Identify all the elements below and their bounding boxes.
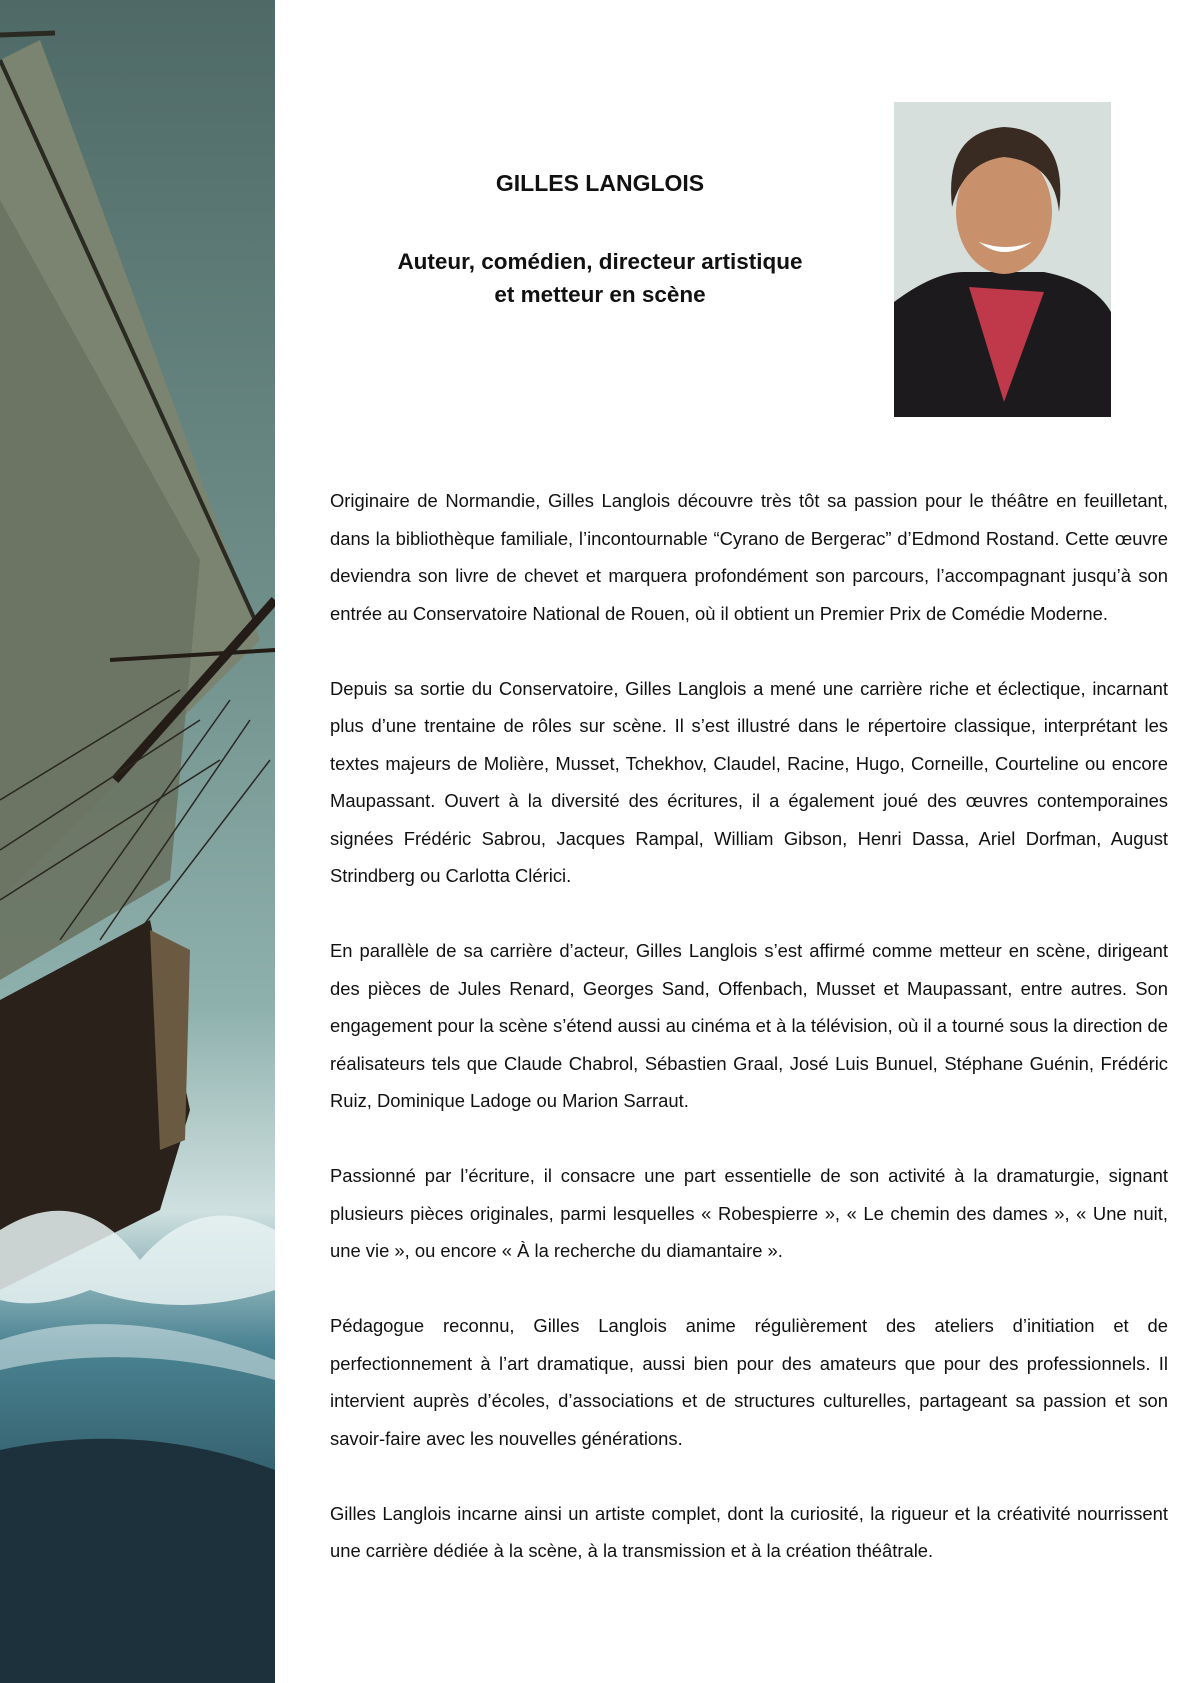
biography-text: [330, 482, 1168, 1607]
bio-paragraph: En parallèle de sa carrière d’acteur, Gilles Langlois s’est affirmé comme metteur en scène, dirigeant des pièces de Jules Renard, Georges Sand, Offenbach, Musset et Maupassant, entre autres. Son engagement pour la scène s’étend aussi au cinéma et à la télévision, où il a tourné sous la direction de réalisateurs tels que Claude Chabrol, Sébastien Graal, José Luis Bunuel, Stéphane Guénin, Frédéric Ruiz, Dominique Ladoge ou Marion Sarraut.: [330, 940, 1168, 1111]
sailing-ship-painting: [0, 0, 275, 1683]
portrait-photo: [894, 102, 1111, 417]
person-name: GILLES LANGLOIS: [495, 170, 705, 196]
subtitle-line-2: et metteur en scène: [494, 282, 706, 307]
bio-paragraph: Passionné par l’écriture, il consacre une part essentielle de son activité à la dramaturgie, signant plusieurs pièces originales, parmi lesquelles « Robespierre », « Le chemin des dames », « Une nuit, une vie », ou encore « À la recherche du diamantaire ».: [330, 1165, 1168, 1261]
subtitle-line-1: Auteur, comédien, directeur artistique: [397, 249, 803, 274]
bio-paragraph: Gilles Langlois incarne ainsi un artiste complet, dont la curiosité, la rigueur et la créativité nourrissent une carrière dédiée à la scène, à la transmission et à la création théâtrale.: [330, 1502, 1168, 1561]
role-subtitle: [330, 245, 870, 311]
bio-paragraph: Depuis sa sortie du Conservatoire, Gilles Langlois a mené une carrière riche et éclectique, incarnant plus d’une trentaine de rôles sur scène. Il s’est illustré dans le répertoire classique, interprétant les textes majeurs de Molière, Musset, Tchekhov, Claudel, Racine, Hugo, Corneille, Courteline ou encore Maupassant. Ouvert à la diversité des écritures, il a également joué des œuvres contemporaines signées Frédéric Sabrou, Jacques Rampal, William Gibson, Henri Dassa, Ariel Dorfman, August Strindberg ou Carlotta Clérici.: [330, 677, 1168, 886]
bio-paragraph: Pédagogue reconnu, Gilles Langlois anime régulièrement des ateliers d’initiation et de perfectionnement à l’art dramatique, aussi bien pour des amateurs que pour des professionnels. Il intervient auprès d’écoles, d’associations et de structures culturelles, partageant sa passion et son savoir-faire avec les nouvelles générations.: [330, 1315, 1168, 1449]
bio-paragraph: Originaire de Normandie, Gilles Langlois découvre très tôt sa passion pour le théâtre en feuilletant, dans la bibliothèque familiale, l’incontournable “Cyrano de Bergerac” d’Edmond Rostand. Cette œuvre deviendra son livre de chevet et marquera profondément son parcours, l’accompagnant jusqu’à son entrée au Conservatoire National de Rouen, où il obtient un Premier Prix de Comédie Moderne.: [330, 490, 1168, 624]
